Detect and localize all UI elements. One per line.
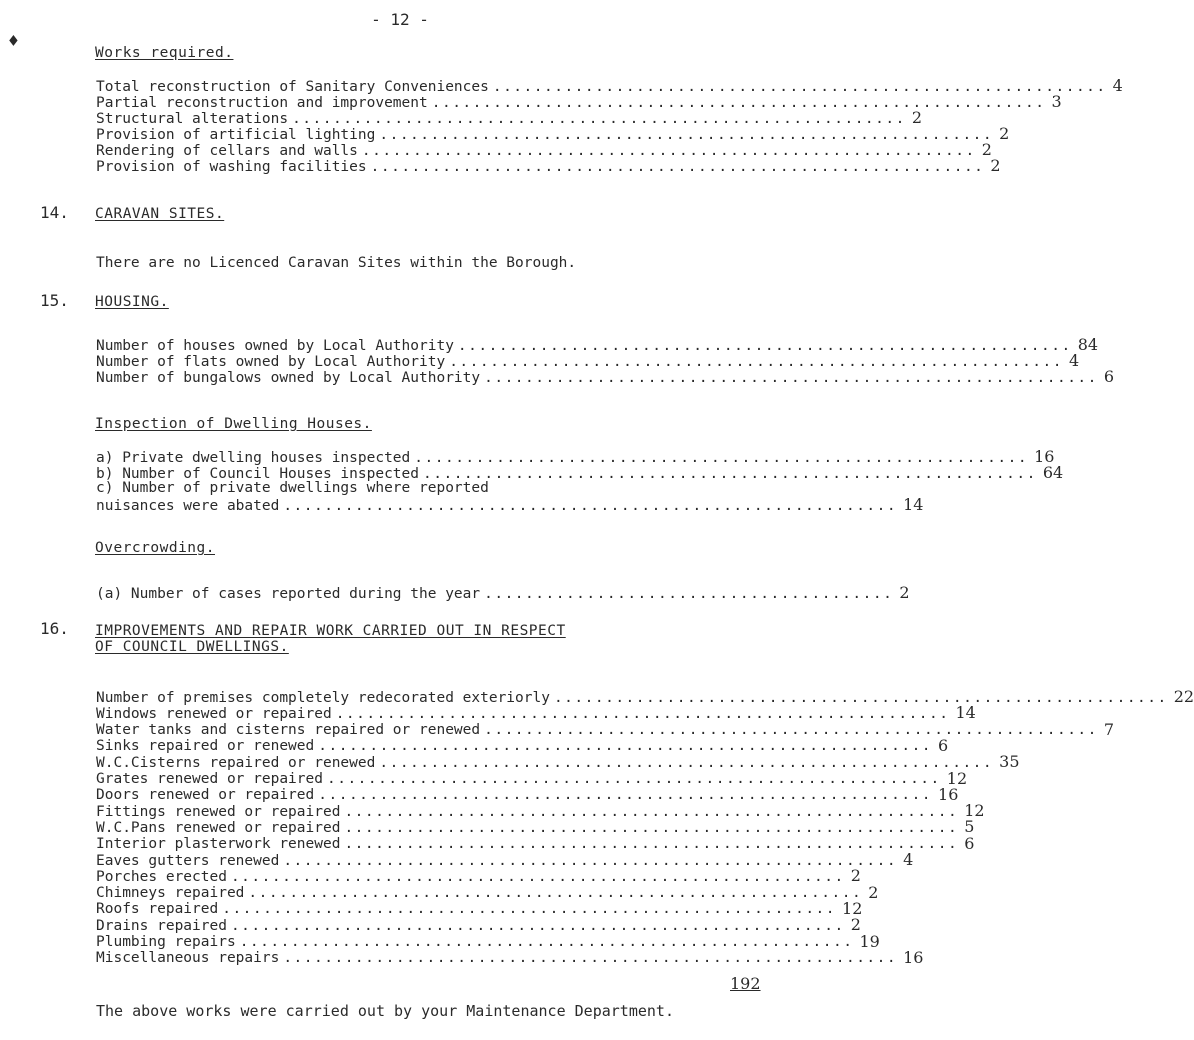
repair-item-row-label: Number of premises completely redecorated exteriorly [96,689,550,706]
works-required-row-label: Total reconstruction of Sanitary Conveniences [96,78,489,95]
dot-leader: ........................................ [484,585,894,602]
dot-leader: ............................................................ [344,819,959,836]
works-required-row-label: Provision of artificial lighting [96,126,376,143]
works-required-row-value: 4 [1112,76,1123,95]
works-required-row-label: Structural alterations [96,110,289,127]
repair-item-row-label: Doors renewed or repaired [96,787,315,804]
dot-leader: ............................................................ [379,754,994,771]
repair-item-row [96,850,914,869]
dot-leader: ............................................................ [344,836,959,853]
repair-item-row-label: Chimneys repaired [96,885,245,902]
total-value: 192 [730,974,761,993]
inspection-row-label: c) Number of private dwellings where reported [96,480,489,496]
repair-item-row [96,833,975,853]
repair-item-row-value: 2 [868,882,879,902]
inspection-row [96,463,1064,482]
dot-leader: ............................................................ [484,722,1098,739]
repair-item-row-value: 6 [964,833,975,853]
repair-item-row-value: 19 [859,931,880,951]
repair-item-row-label: Grates renewed or repaired [96,771,323,787]
inspection-heading: Inspection of Dwelling Houses. [95,416,372,432]
section-16-number: 16. [40,619,69,638]
page-number: - 12 - [371,10,429,29]
repair-item-row-label: W.C.Cisterns repaired or renewed [96,754,376,771]
inspection-row-value: 14 [903,495,924,514]
dot-leader: ............................................................ [230,868,845,885]
improvements-heading-line1: IMPROVEMENTS AND REPAIR WORK CARRIED OUT IN RESPECT [95,623,566,639]
works-required-row-value: 3 [1051,92,1062,111]
repair-item-row-value: 2 [850,866,861,886]
works-required-row [96,92,1062,111]
dot-leader: ............................................................ [248,885,863,902]
housing-ownership-row-value: 4 [1069,351,1080,370]
inspection-row-value: 16 [1034,447,1055,466]
housing-ownership-row-value: 6 [1103,367,1115,386]
repair-item-row [96,687,1194,706]
dot-leader: ............................................................ [553,689,1168,706]
dot-leader: ............................................................ [379,126,994,143]
repair-item-row-label: Plumbing repairs [96,934,236,950]
caravan-sites-heading: CARAVAN SITES. [95,206,225,222]
closing-text: The above works were carried out by your Maintenance Department. [96,1002,674,1020]
repair-item-row-label: Windows renewed or repaired [96,705,332,722]
repair-item-row [96,752,1020,772]
section-15-number: 15. [40,291,69,310]
housing-ownership-row [96,367,1115,386]
dot-leader: ............................................................ [318,738,933,755]
repair-item-row-value: 12 [946,768,968,788]
works-required-row-value: 2 [981,140,992,159]
repair-item-row-label: Water tanks and cisterns repaired or renewed [96,722,481,739]
housing-ownership-row [96,351,1080,370]
dot-leader: ............................................................ [449,353,1063,370]
dot-leader: ............................................................ [344,803,959,820]
dot-leader: ............................................................ [283,852,898,869]
dot-leader: ............................................................ [484,369,1098,386]
repair-item-row-label: Fittings renewed or repaired [96,803,341,820]
inspection-row-label: b) Number of Council Houses inspected [96,465,420,482]
dot-leader: ............................................................ [492,78,1107,95]
repair-item-row-label: Porches erected [96,868,227,885]
inspection-row [96,495,924,514]
repair-item-row [96,735,949,755]
inspection-row-label: nuisances were abated [96,497,280,514]
housing-heading: HOUSING. [95,294,169,310]
dot-leader: ............................................................ [283,950,898,967]
repair-item-row-label: Sinks repaired or renewed [96,738,315,755]
margin-mark-icon: ♦ [8,31,19,52]
dot-leader: ............................................................ [423,465,1037,482]
housing-ownership-row-value: 84 [1077,335,1099,354]
repair-item-row-label: Roofs repaired [96,901,219,918]
overcrowding-value: 2 [899,583,910,602]
repair-item-row-value: 16 [938,784,959,804]
improvements-heading-line2: OF COUNCIL DWELLINGS. [95,639,289,655]
works-required-row [96,140,992,159]
repair-item-row [96,898,863,918]
dot-leader: ............................................................ [292,110,906,127]
repair-item-row [96,931,880,951]
inspection-row [96,447,1055,466]
repair-item-row-label: Drains repaired [96,917,227,934]
repair-item-row-value: 2 [850,915,861,935]
dot-leader: ............................................................ [326,771,941,787]
works-required-row-label: Rendering of cellars and walls [96,142,358,159]
repair-item-row-value: 16 [903,947,924,967]
works-required-row [96,156,1001,175]
housing-ownership-row-label: Number of flats owned by Local Authority [96,353,446,370]
repair-item-row [96,801,985,821]
repair-item-row-value: 7 [1103,719,1115,739]
housing-ownership-row-label: Number of bungalows owned by Local Authority [96,369,481,386]
section-14-number: 14. [40,203,69,222]
works-required-row-value: 2 [999,124,1010,143]
overcrowding-row [96,583,910,602]
repair-item-row-value: 6 [938,735,949,755]
dot-leader: ............................................................ [370,158,985,175]
works-required-row [96,124,1010,143]
repair-item-row-label: Miscellaneous repairs [96,950,280,967]
dot-leader: ............................................................ [283,497,898,514]
works-required-row-value: 2 [911,108,923,127]
housing-ownership-row-label: Number of houses owned by Local Authority [96,337,454,354]
repair-item-row-value: 4 [903,850,914,869]
inspection-row-value: 64 [1042,463,1064,482]
works-required-row-label: Provision of washing facilities [96,158,367,175]
repair-item-row [96,817,975,837]
works-required-row [96,108,923,127]
repair-item-row [96,719,1115,739]
inspection-row [96,481,622,496]
repair-item-row [96,703,976,723]
repair-item-row-label: Eaves gutters renewed [96,852,280,869]
repair-item-row [96,768,968,788]
caravan-sites-text: There are no Licenced Caravan Sites within the Borough. [96,255,577,271]
works-required-heading: Works required. [95,45,234,61]
repair-item-row-value: 12 [964,801,985,821]
overcrowding-label: (a) Number of cases reported during the year [96,585,481,602]
inspection-row-label: a) Private dwelling houses inspected [96,449,411,466]
dot-leader: ............................................................ [335,705,950,722]
repair-item-row [96,784,959,804]
repair-item-row-value: 14 [955,703,976,723]
repair-item-row-value: 12 [842,898,863,918]
repair-item-row [96,915,861,935]
works-required-row-value: 2 [990,156,1001,175]
dot-leader: ............................................................ [230,917,845,934]
repair-item-row [96,866,861,886]
repair-item-row-label: W.C.Pans renewed or repaired [96,819,341,836]
dot-leader: ............................................................ [361,142,976,159]
repair-item-row-value: 22 [1173,687,1194,706]
dot-leader: ............................................................ [431,94,1046,111]
repair-item-row [96,947,924,967]
repair-item-row [96,882,879,902]
repair-item-row-value: 5 [964,817,975,837]
works-required-row [96,76,1123,95]
dot-leader: ............................................................ [318,787,933,804]
dot-leader: ............................................................ [457,337,1072,354]
dot-leader: ............................................................ [414,449,1029,466]
repair-item-row-label: Interior plasterwork renewed [96,836,341,853]
dot-leader: ............................................................ [239,934,854,950]
repair-item-row-value: 35 [999,752,1020,772]
works-required-row-label: Partial reconstruction and improvement [96,94,428,111]
dot-leader: ............................................................ [222,901,837,918]
housing-ownership-row [96,335,1099,354]
overcrowding-heading: Overcrowding. [95,540,215,556]
